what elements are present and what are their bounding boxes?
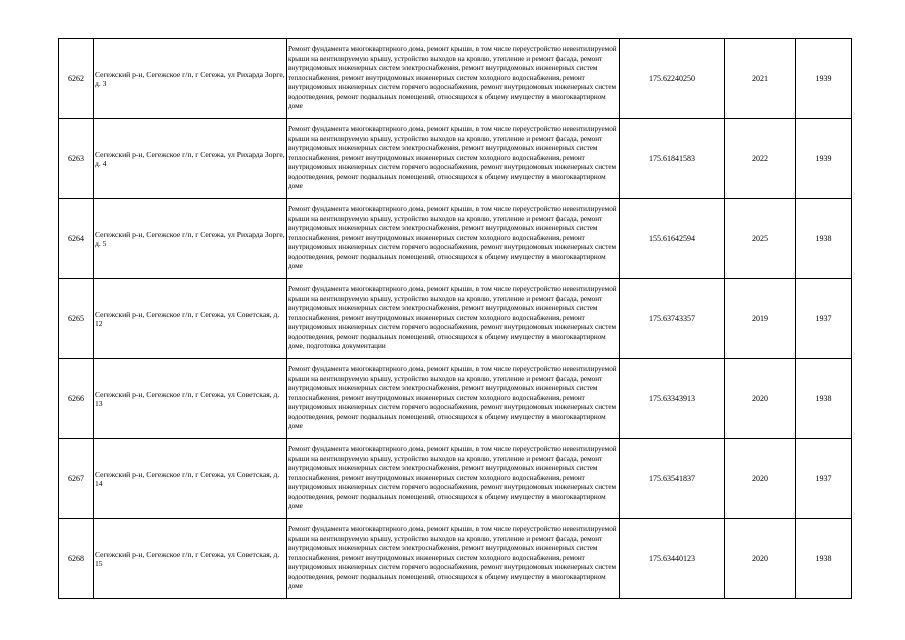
row-works: Ремонт фундамента многоквартирного дома, ремонт крыши, в том числе переустройство невентилируемой крыши на вентилируемую крышу, устройство выходов на кровлю, утепление и ремонт фасада, ремонт внутридомовых инженерных систем электроснабжения, ремонт внутридомовых инженерных систем теплоснабжения, ремонт внутридомовых инженерных систем холодного водоснабжения, ремонт внутридомовых инженерных систем горячего водоснабжения, ремонт внутридомовых инженерных систем водоотведения, ремонт подвальных помещений, относящихся к общему имуществу в многоквартирном доме [287, 199, 620, 279]
row-address: Сегежский р-н, Сегежское г/п, г Сегежа, ул Советская, д. 14 [94, 439, 287, 519]
row-year: 2020 [725, 519, 796, 599]
row-address: Сегежский р-н, Сегежское г/п, г Сегежа, ул Советская, д. 12 [94, 279, 287, 359]
row-address: Сегежский р-н, Сегежское г/п, г Сегежа, ул Советская, д. 13 [94, 359, 287, 439]
row-number: 6268 [59, 519, 94, 599]
table-row [59, 39, 852, 119]
table-row [59, 119, 852, 199]
table-row [59, 199, 852, 279]
row-number: 6267 [59, 439, 94, 519]
row-built-year: 1938 [796, 359, 852, 439]
row-built-year: 1937 [796, 279, 852, 359]
row-cost: 175.62240250 [620, 39, 725, 119]
row-number: 6266 [59, 359, 94, 439]
row-works: Ремонт фундамента многоквартирного дома, ремонт крыши, в том числе переустройство невентилируемой крыши на вентилируемую крышу, устройство выходов на кровлю, утепление и ремонт фасада, ремонт внутридомовых инженерных систем электроснабжения, ремонт внутридомовых инженерных систем теплоснабжения, ремонт внутридомовых инженерных систем холодного водоснабжения, ремонт внутридомовых инженерных систем горячего водоснабжения, ремонт внутридомовых инженерных систем водоотведения, ремонт подвальных помещений, относящихся к общему имуществу в многоквартирном доме [287, 359, 620, 439]
table-row [59, 439, 852, 519]
row-address: Сегежский р-н, Сегежское г/п, г Сегежа, ул Рихарда Зорге, д. 5 [94, 199, 287, 279]
row-works: Ремонт фундамента многоквартирного дома, ремонт крыши, в том числе переустройство невентилируемой крыши на вентилируемую крышу, устройство выходов на кровлю, утепление и ремонт фасада, ремонт внутридомовых инженерных систем электроснабжения, ремонт внутридомовых инженерных систем теплоснабжения, ремонт внутридомовых инженерных систем холодного водоснабжения, ремонт внутридомовых инженерных систем горячего водоснабжения, ремонт внутридомовых инженерных систем водоотведения, ремонт подвальных помещений, относящихся к общему имуществу в многоквартирном доме [287, 119, 620, 199]
row-cost: 175.63541837 [620, 439, 725, 519]
row-works: Ремонт фундамента многоквартирного дома, ремонт крыши, в том числе переустройство невентилируемой крыши на вентилируемую крышу, устройство выходов на кровлю, утепление и ремонт фасада, ремонт внутридомовых инженерных систем электроснабжения, ремонт внутридомовых инженерных систем теплоснабжения, ремонт внутридомовых инженерных систем холодного водоснабжения, ремонт внутридомовых инженерных систем горячего водоснабжения, ремонт внутридомовых инженерных систем водоотведения, ремонт подвальных помещений, относящихся к общему имуществу в многоквартирном доме [287, 439, 620, 519]
row-works: Ремонт фундамента многоквартирного дома, ремонт крыши, в том числе переустройство невентилируемой крыши на вентилируемую крышу, устройство выходов на кровлю, утепление и ремонт фасада, ремонт внутридомовых инженерных систем электроснабжения, ремонт внутридомовых инженерных систем теплоснабжения, ремонт внутридомовых инженерных систем холодного водоснабжения, ремонт внутридомовых инженерных систем горячего водоснабжения, ремонт внутридомовых инженерных систем водоотведения, ремонт подвальных помещений, относящихся к общему имуществу в многоквартирном доме [287, 39, 620, 119]
row-number: 6265 [59, 279, 94, 359]
row-built-year: 1937 [796, 439, 852, 519]
row-year: 2021 [725, 39, 796, 119]
row-year: 2019 [725, 279, 796, 359]
row-address: Сегежский р-н, Сегежское г/п, г Сегежа, ул Рихарда Зорге, д. 3 [94, 39, 287, 119]
row-year: 2020 [725, 359, 796, 439]
row-works: Ремонт фундамента многоквартирного дома, ремонт крыши, в том числе переустройство невентилируемой крыши на вентилируемую крышу, устройство выходов на кровлю, утепление и ремонт фасада, ремонт внутридомовых инженерных систем электроснабжения, ремонт внутридомовых инженерных систем теплоснабжения, ремонт внутридомовых инженерных систем холодного водоснабжения, ремонт внутридомовых инженерных систем горячего водоснабжения, ремонт внутридомовых инженерных систем водоотведения, ремонт подвальных помещений, относящихся к общему имуществу в многоквартирном доме, подготовка документации [287, 279, 620, 359]
row-cost: 175.63440123 [620, 519, 725, 599]
row-year: 2025 [725, 199, 796, 279]
table-row [59, 359, 852, 439]
row-number: 6263 [59, 119, 94, 199]
row-built-year: 1939 [796, 119, 852, 199]
row-cost: 175.61841583 [620, 119, 725, 199]
row-number: 6264 [59, 199, 94, 279]
row-cost: 175.63343913 [620, 359, 725, 439]
table-row [59, 519, 852, 599]
row-built-year: 1939 [796, 39, 852, 119]
row-number: 6262 [59, 39, 94, 119]
row-works: Ремонт фундамента многоквартирного дома, ремонт крыши, в том числе переустройство невентилируемой крыши на вентилируемую крышу, устройство выходов на кровлю, утепление и ремонт фасада, ремонт внутридомовых инженерных систем электроснабжения, ремонт внутридомовых инженерных систем теплоснабжения, ремонт внутридомовых инженерных систем холодного водоснабжения, ремонт внутридомовых инженерных систем горячего водоснабжения, ремонт внутридомовых инженерных систем водоотведения, ремонт подвальных помещений, относящихся к общему имуществу в многоквартирном доме [287, 519, 620, 599]
row-cost: 175.63743357 [620, 279, 725, 359]
row-built-year: 1938 [796, 199, 852, 279]
row-address: Сегежский р-н, Сегежское г/п, г Сегежа, ул Рихарда Зорге, д. 4 [94, 119, 287, 199]
row-address: Сегежский р-н, Сегежское г/п, г Сегежа, ул Советская, д. 15 [94, 519, 287, 599]
table-row [59, 279, 852, 359]
row-year: 2022 [725, 119, 796, 199]
capital-repair-table [58, 38, 852, 599]
row-built-year: 1938 [796, 519, 852, 599]
row-cost: 155.61642594 [620, 199, 725, 279]
row-year: 2020 [725, 439, 796, 519]
